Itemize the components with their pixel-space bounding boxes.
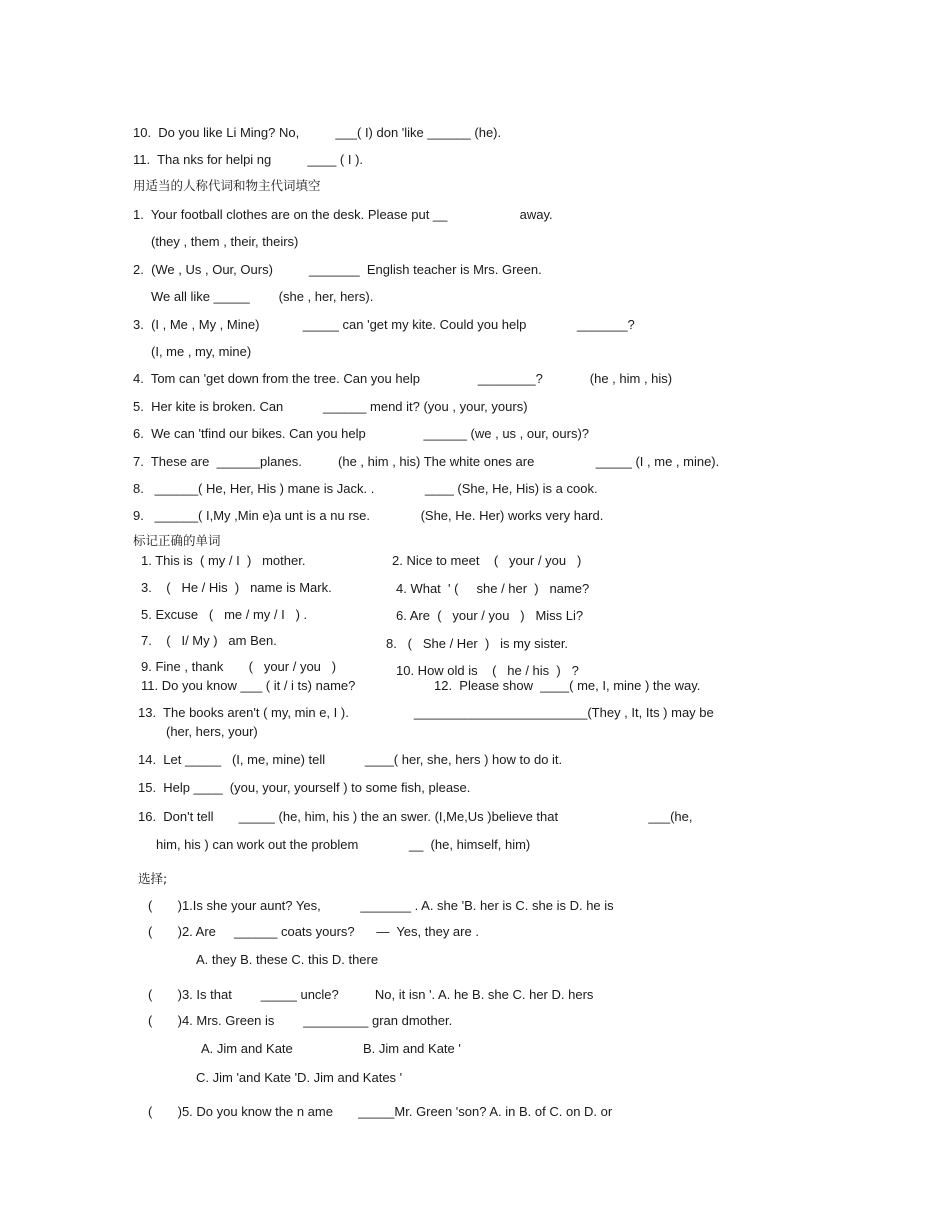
question-line: 4. What ' ( she / her ) name? bbox=[396, 581, 590, 596]
question-line: 10. How old is ( he / his ) ? bbox=[396, 663, 579, 678]
question-line: 8. ( She / Her ) is my sister. bbox=[386, 636, 569, 651]
question-line: 5. Her kite is broken. Can ______ mend it? (you , your, yours) bbox=[133, 399, 528, 414]
options-line: C. Jim 'and Kate 'D. Jim and Kates ' bbox=[196, 1070, 403, 1085]
question-line: 3. ( He / His ) name is Mark. bbox=[141, 580, 332, 595]
question-line: 4. Tom can 'get down from the tree. Can you help ________? (he , him , his) bbox=[133, 371, 673, 386]
question-line: ( )1.Is she your aunt? Yes, _______ . A. she 'B. her is C. she is D. he is bbox=[148, 898, 614, 913]
question-line: 2. Nice to meet ( your / you ) bbox=[392, 553, 582, 568]
section-heading-pronouns: 用适当的人称代词和物主代词填空 bbox=[133, 178, 321, 193]
question-line: 1. This is ( my / I ) mother. bbox=[141, 553, 306, 568]
question-line: 6. We can 'tfind our bikes. Can you help ______ (we , us , our, ours)? bbox=[133, 426, 590, 441]
question-line: 2. (We , Us , Our, Ours) _______ English teacher is Mrs. Green. bbox=[133, 262, 542, 277]
question-line: 14. Let _____ (I, me, mine) tell ____( her, she, hers ) how to do it. bbox=[138, 752, 563, 767]
question-line: 8. ______( He, Her, His ) mane is Jack. . ____ (She, He, His) is a cook. bbox=[133, 481, 598, 496]
question-line: 6. Are ( your / you ) Miss Li? bbox=[396, 608, 584, 623]
question-line: ( )2. Are ______ coats yours? — Yes, they are . bbox=[148, 924, 479, 939]
question-line: 11. Tha nks for helpi ng ____ ( I ). bbox=[133, 152, 364, 167]
question-line: 10. Do you like Li Ming? No, ___( I) don 'like ______ (he). bbox=[133, 125, 502, 140]
question-line: 7. ( I/ My ) am Ben. bbox=[141, 633, 277, 648]
question-line: 13. The books aren't ( my, min e, I ). ________________________(They , It, Its ) may be bbox=[138, 705, 714, 720]
section-heading-mark-words: 标记正确的单词 bbox=[133, 533, 221, 548]
question-line: We all like _____ (she , her, hers). bbox=[151, 289, 374, 304]
question-line: 3. (I , Me , My , Mine) _____ can 'get my kite. Could you help _______? bbox=[133, 317, 635, 332]
section-heading-choose: 选择; bbox=[138, 871, 168, 886]
question-line: 16. Don't tell _____ (he, him, his ) the an swer. (I,Me,Us )believe that ___(he, bbox=[138, 809, 693, 824]
options-line: A. they B. these C. this D. there bbox=[196, 952, 379, 967]
question-line: 1. Your football clothes are on the desk. Please put __ away. bbox=[133, 207, 553, 222]
options-line: B. Jim and Kate ' bbox=[363, 1041, 461, 1056]
question-line: him, his ) can work out the problem __ (he, himself, him) bbox=[156, 837, 531, 852]
question-line: 9. ______( I,My ,Min e)a unt is a nu rse. (She, He. Her) works very hard. bbox=[133, 508, 604, 523]
question-line: ( )3. Is that _____ uncle? No, it isn '. A. he B. she C. her D. hers bbox=[148, 987, 594, 1002]
question-line: 5. Excuse ( me / my / I ) . bbox=[141, 607, 308, 622]
question-line: 12. Please show ____( me, I, mine ) the way. bbox=[434, 678, 701, 693]
question-line: ( )5. Do you know the n ame _____Mr. Green 'son? A. in B. of C. on D. or bbox=[148, 1104, 613, 1119]
options-line: A. Jim and Kate bbox=[201, 1041, 293, 1056]
question-line: ( )4. Mrs. Green is _________ gran dmother. bbox=[148, 1013, 453, 1028]
options-line: (I, me , my, mine) bbox=[151, 344, 252, 359]
question-line: 15. Help ____ (you, your, yourself ) to some fish, please. bbox=[138, 780, 471, 795]
question-line: 9. Fine , thank ( your / you ) bbox=[141, 659, 337, 674]
options-line: (her, hers, your) bbox=[166, 724, 258, 739]
question-line: 7. These are ______planes. (he , him , his) The white ones are _____ (I , me , mine). bbox=[133, 454, 720, 469]
options-line: (they , them , their, theirs) bbox=[151, 234, 299, 249]
question-line: 11. Do you know ___ ( it / i ts) name? bbox=[141, 678, 356, 693]
